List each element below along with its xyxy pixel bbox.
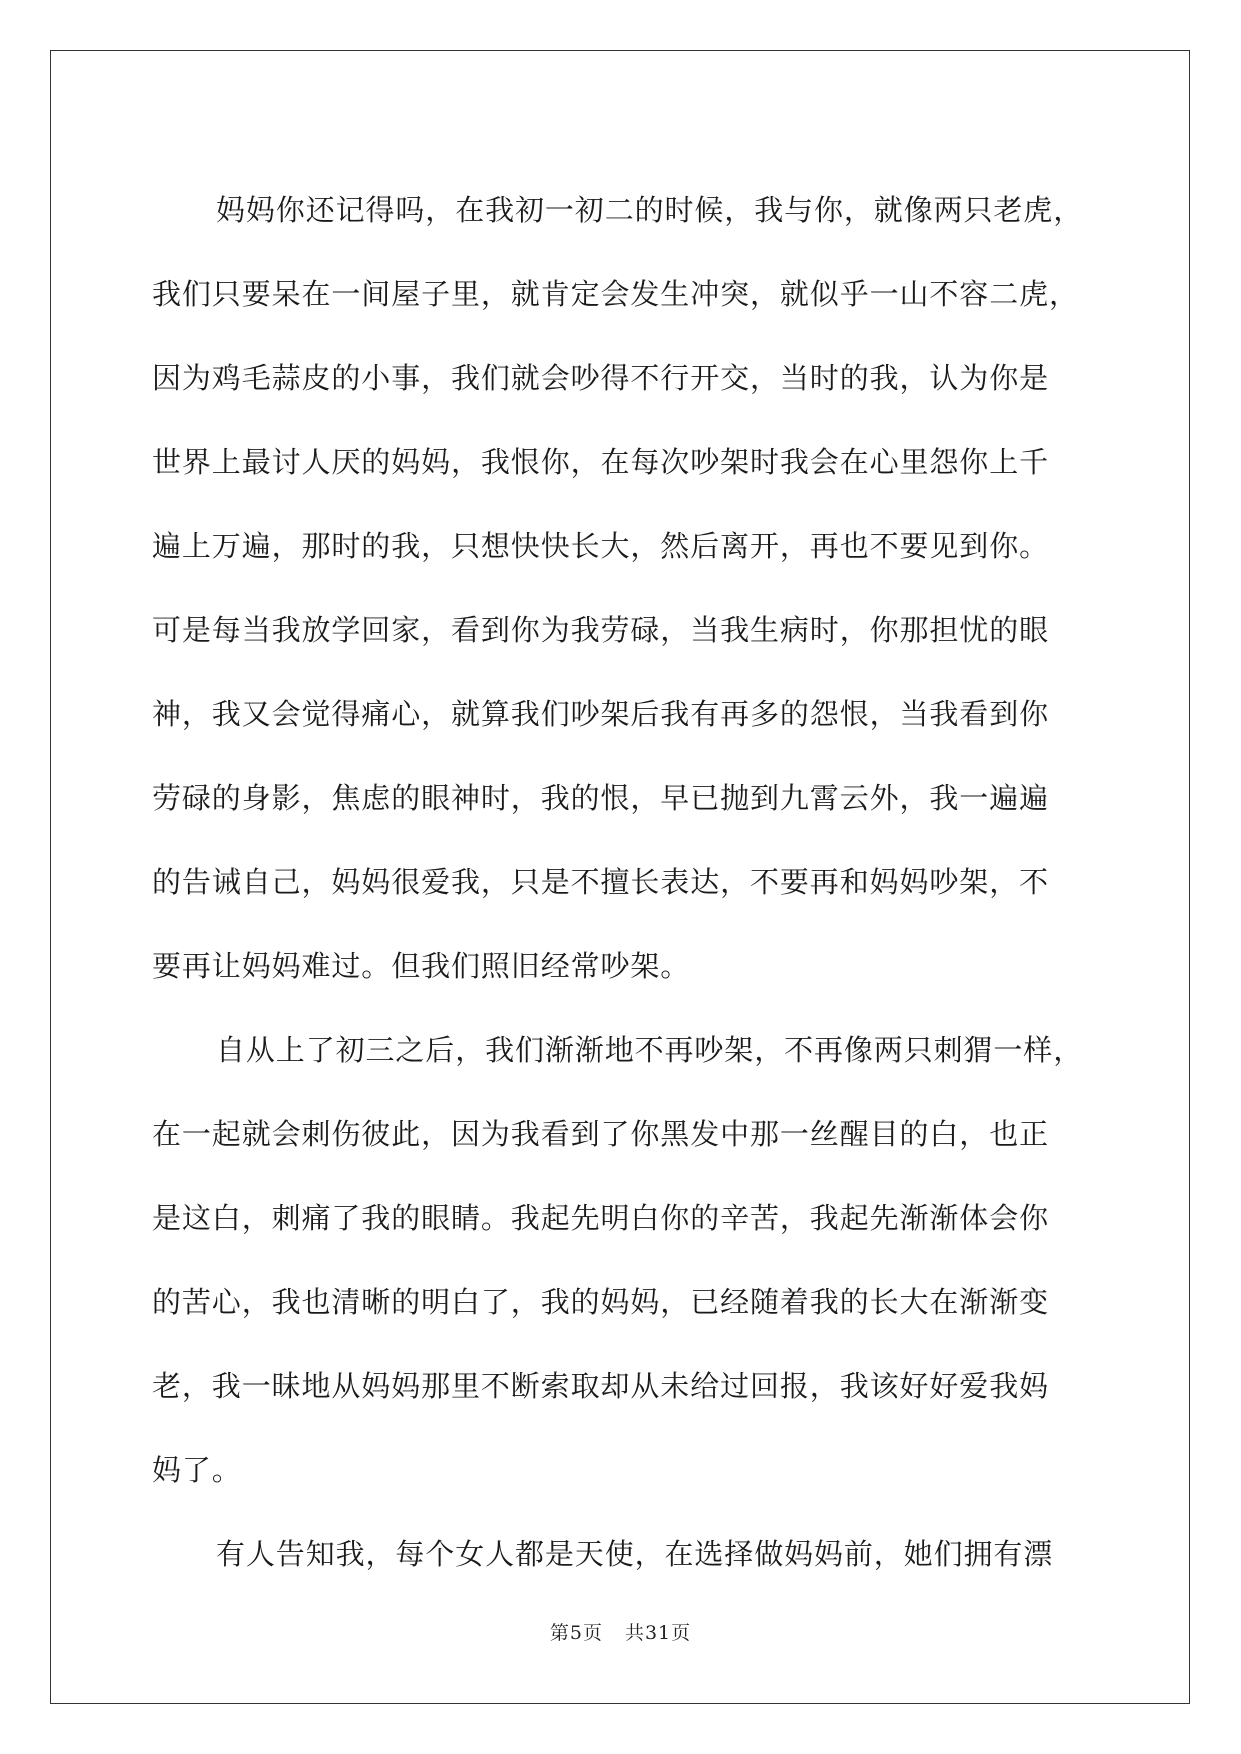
text-line-14: 的苦心，我也清晰的明白了，我的妈妈，已经随着我的长大在渐渐变 [152,1285,1050,1319]
text-line-3: 因为鸡毛蒜皮的小事，我们就会吵得不行开交，当时的我，认为你是 [152,361,1050,395]
text-line-5: 遍上万遍，那时的我，只想快快长大，然后离开，再也不要见到你。 [152,529,1050,563]
text-line-2: 我们只要呆在一间屋子里，就肯定会发生冲突，就似乎一山不容二虎， [152,277,1079,311]
text-line-8: 劳碌的身影，焦虑的眼神时，我的恨，早已抛到九霄云外，我一遍遍 [152,781,1050,815]
text-line-4: 世界上最讨人厌的妈妈，我恨你，在每次吵架时我会在心里怨你上千 [152,445,1050,479]
text-line-11: 自从上了初三之后，我们渐渐地不再吵架，不再像两只刺猬一样， [216,1033,1084,1067]
text-line-13: 是这白，刺痛了我的眼睛。我起先明白你的辛苦，我起先渐渐体会你 [152,1201,1050,1235]
text-line-6: 可是每当我放学回家，看到你为我劳碌，当我生病时，你那担忧的眼 [152,613,1050,647]
text-line-12: 在一起就会刺伤彼此，因为我看到了你黑发中那一丝醒目的白，也正 [152,1117,1050,1151]
document-body [152,168,1092,1596]
page-footer [0,1618,1241,1645]
text-line-9: 的告诫自己，妈妈很爱我，只是不擅长表达，不要再和妈妈吵架，不 [152,865,1050,899]
text-line-16: 妈了。 [152,1453,242,1487]
text-line-15: 老，我一昧地从妈妈那里不断索取却从未给过回报，我该好好爱我妈 [152,1369,1050,1403]
text-line-7: 神，我又会觉得痛心，就算我们吵架后我有再多的怨恨，当我看到你 [152,697,1050,731]
text-line-10: 要再让妈妈难过。但我们照旧经常吵架。 [152,949,691,983]
text-line-17: 有人告知我，每个女人都是天使，在选择做妈妈前，她们拥有漂 [216,1537,1054,1571]
page-number: 第5页 [549,1622,603,1644]
text-line-1: 妈妈你还记得吗，在我初一初二的时候，我与你，就像两只老虎， [216,193,1084,227]
page-total: 共31页 [624,1622,692,1644]
